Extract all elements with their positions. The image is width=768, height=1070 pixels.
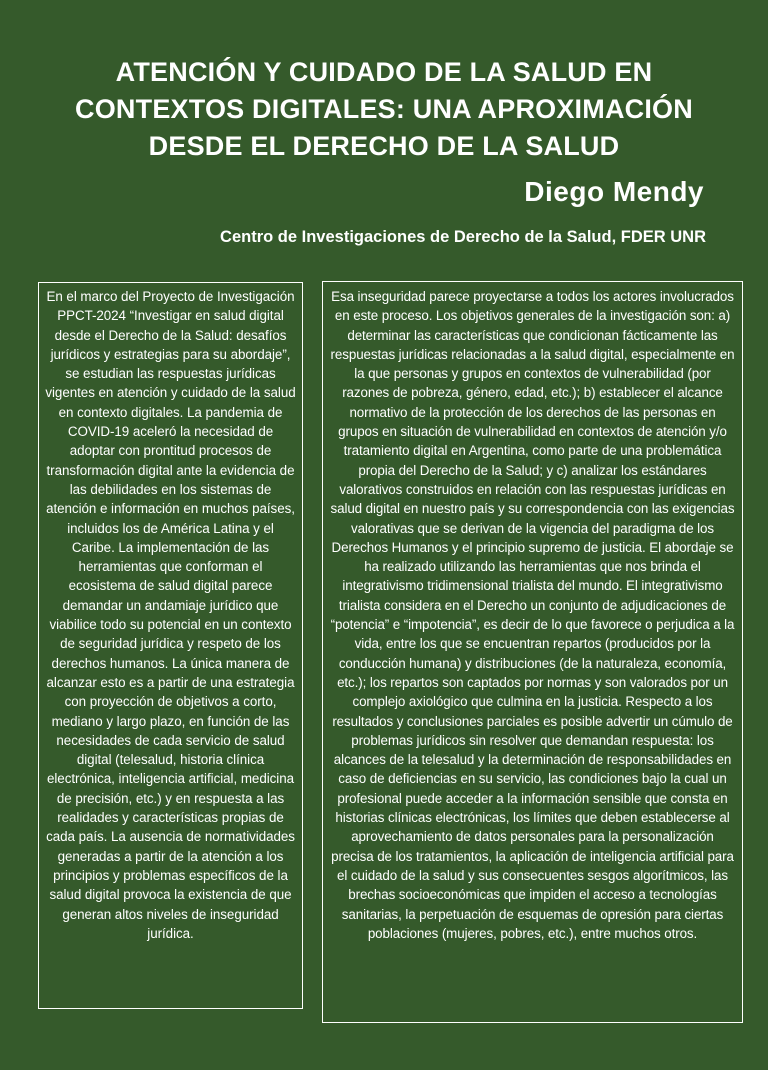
left-column-text: En el marco del Proyecto de Investigación PPCT-2024 “Investigar en salud digital desde el Derecho de la Salud: desafíos jurídicos y estrategias para su abordaje”, se estudian las respuestas jurídicas vigentes en atención y cuidado de la salud en contexto digitales. La pandemia de COVID-19 aceleró la necesidad de adoptar con prontitud procesos de transformación digital ante la evidencia de las debilidades en los sistemas de atención e información en muchos países, incluidos los de América Latina y el Caribe. La implementación de las herramientas que conforman el ecosistema de salud digital parece demandar un andamiaje jurídico que viabilice todo su potencial en un contexto de seguridad jurídica y respeto de los derechos humanos. La única manera de alcanzar esto es a partir de una estrategia con proyección de objetivos a corto, mediano y largo plazo, en función de las necesidades de cada servicio de salud digital (telesalud, historia clínica electrónica, inteligencia artificial, medicina de precisión, etc.) y en respuesta a las realidades y características propias de cada país. La ausencia de normatividades generadas a partir de la atención a los principios y problemas específicos de la salud digital provoca la existencia de que generan altos niveles de inseguridad jurídica. [45, 289, 296, 941]
author-name: Diego Mendy [524, 176, 704, 207]
right-text-box [322, 281, 743, 1023]
left-text-box [38, 282, 303, 1009]
title-line: CONTEXTOS DIGITALES: UNA APROXIMACIÓN [75, 94, 693, 124]
title-line: ATENCIÓN Y CUIDADO DE LA SALUD EN [115, 57, 653, 87]
title-line: DESDE EL DERECHO DE LA SALUD [148, 131, 620, 161]
poster-title [0, 54, 768, 165]
author-affiliation: Centro de Investigaciones de Derecho de la Salud, FDER UNR [220, 228, 706, 246]
right-column-text: Esa inseguridad parece proyectarse a todos los actores involucrados en este proceso. Los objetivos generales de la investigación son: a) determinar las características que condicionan fácticamente las respuestas jurídicas relacionadas a la salud digital, especialmente en la que personas y grupos en contextos de vulnerabilidad (por razones de pobreza, género, edad, etc.); b) establecer el alcance normativo de la protección de los derechos de las personas en grupos en situación de vulnerabilidad en contextos de atención y/o tratamiento digital en Argentina, como parte de una problemática propia del Derecho de la Salud; y c) analizar los estándares valorativos construidos en relación con las respuestas jurídicas en salud digital en nuestro país y su correspondencia con las exigencias valorativas que se derivan de la vigencia del paradigma de los Derechos Humanos y el principio supremo de justicia. El abordaje se ha realizado utilizando las herramientas que nos brinda el integrativismo tridimensional trialista del mundo. El integrativismo trialista considera en el Derecho un conjunto de adjudicaciones de “potencia” e “impotencia”, es decir de lo que favorece o perjudica a la vida, entre los que se encuentran repartos (producidos por la conducción humana) y distribuciones (de la naturaleza, economía, etc.); los repartos son captados por normas y son valorados por un complejo axiológico que culmina en la justicia. Respecto a los resultados y conclusiones parciales es posible advertir un cúmulo de problemas jurídicos sin resolver que demandan respuesta: los alcances de la telesalud y la determinación de responsabilidades en caso de deficiencias en su servicio, las condiciones bajo la cual un profesional puede acceder a la información sensible que consta en historias clínicas electrónicas, los límites que deben establecerse al aprovechamiento de datos personales para la personalización precisa de los tratamientos, la aplicación de inteligencia artificial para el cuidado de la salud y sus consecuentes sesgos algorítmicos, las brechas socioeconómicas que impiden el acceso a tecnologías sanitarias, la perpetuación de esquemas de opresión para ciertas poblaciones (mujeres, pobres, etc.), entre muchos otros. [330, 289, 735, 941]
